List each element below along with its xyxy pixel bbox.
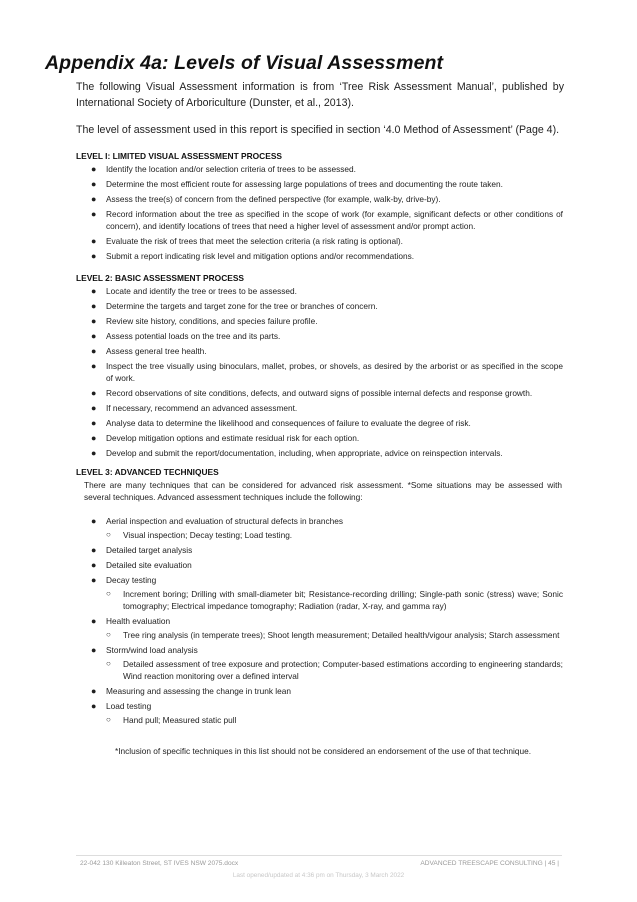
list-item xyxy=(76,685,563,697)
level-3-intro: There are many techniques that can be considered for advanced risk assessment. *Some situations may be assessed with several techniques. Advanced assessment techniques include the following: xyxy=(84,480,562,502)
intro-paragraph-1: The following Visual Assessment information is from ‘Tree Risk Assessment Manual’, published by International Society of Arboriculture (Dunster, et al., 2013). xyxy=(76,81,564,109)
sub-list-item-text: Increment boring; Drilling with small-diameter bit; Resistance-recording drilling; Single-path sonic (stress) wave; Sonic tomography; Electrical impedance tomography; Radiation (radar, X-ray, and gamma ray) xyxy=(123,589,563,611)
bullet-icon: ● xyxy=(91,194,97,204)
list-item xyxy=(76,515,563,541)
sub-list-item xyxy=(106,529,563,541)
circle-bullet-icon: ○ xyxy=(106,530,111,539)
list-item-text: Assess potential loads on the tree and its parts. xyxy=(106,331,281,341)
sub-list-item-text: Tree ring analysis (in temperate trees); Shoot length measurement; Detailed health/vigour analysis; Starch assessment xyxy=(123,630,560,640)
sub-list xyxy=(106,588,563,612)
bullet-icon: ● xyxy=(91,346,97,356)
list-item-text: Measuring and assessing the change in trunk lean xyxy=(106,686,291,696)
list-item-text: Record information about the tree as specified in the scope of work (for example, significant defects or other conditions of concern), and identify locations of trees that need a higher level of assessment and/or prompt action. xyxy=(106,209,563,231)
list-item xyxy=(76,315,563,327)
bullet-icon: ● xyxy=(91,236,97,246)
list-item xyxy=(76,700,563,726)
list-item-text: Record observations of site conditions, defects, and outward signs of possible internal defects and response growth. xyxy=(106,388,533,398)
bullet-icon: ● xyxy=(91,516,97,526)
circle-bullet-icon: ○ xyxy=(106,589,111,598)
footer-filename: 22-042 130 Killeaton Street, ST IVES NSW 2075.docx xyxy=(80,860,239,867)
sub-list xyxy=(106,629,563,641)
bullet-icon: ● xyxy=(91,301,97,311)
bullet-icon: ● xyxy=(91,179,97,189)
level-1-heading: LEVEL I: LIMITED VISUAL ASSESSMENT PROCESS xyxy=(76,151,282,161)
list-item-text: Analyse data to determine the likelihood and consequences of failure to evaluate the degree of risk. xyxy=(106,418,471,428)
bullet-icon: ● xyxy=(91,575,97,585)
bullet-icon: ● xyxy=(91,418,97,428)
bullet-icon: ● xyxy=(91,361,97,371)
sub-list xyxy=(106,529,563,541)
bullet-icon: ● xyxy=(91,209,97,219)
list-item xyxy=(76,345,563,357)
list-item-text: Develop mitigation options and estimate residual risk for each option. xyxy=(106,433,360,443)
list-item-text: Submit a report indicating risk level and mitigation options and/or recommendations. xyxy=(106,251,415,261)
list-item xyxy=(76,447,563,459)
footer-last-updated: Last opened/updated at 4:36 pm on Thursday, 3 March 2022 xyxy=(232,872,405,879)
list-item-text: Aerial inspection and evaluation of structural defects in branches xyxy=(106,516,344,526)
page-title: Appendix 4a: Levels of Visual Assessment xyxy=(45,52,444,74)
list-item-text: Storm/wind load analysis xyxy=(106,645,198,655)
list-item xyxy=(76,402,563,414)
list-item xyxy=(76,330,563,342)
footer-divider xyxy=(76,855,562,856)
list-item xyxy=(76,178,563,190)
list-item xyxy=(76,387,563,399)
level-3-heading: LEVEL 3: ADVANCED TECHNIQUES xyxy=(76,467,219,477)
circle-bullet-icon: ○ xyxy=(106,630,111,639)
list-item xyxy=(76,193,563,205)
bullet-icon: ● xyxy=(91,251,97,261)
list-item-text: Review site history, conditions, and species failure profile. xyxy=(106,316,318,326)
list-item-text: Load testing xyxy=(106,701,152,711)
list-item xyxy=(76,644,563,682)
list-item xyxy=(76,574,563,612)
endorsement-note: *Inclusion of specific techniques in this list should not be considered an endorsement of the use of that technique. xyxy=(115,746,532,756)
list-item-text: Identify the location and/or selection criteria of trees to be assessed. xyxy=(106,164,356,174)
list-item xyxy=(76,360,563,384)
list-item xyxy=(76,544,563,556)
sub-list-item xyxy=(106,658,563,682)
intro-paragraph-2: The level of assessment used in this report is specified in section ‘4.0 Method of Assessment’ (Page 4). xyxy=(76,124,560,136)
bullet-icon: ● xyxy=(91,433,97,443)
list-item-text: Inspect the tree visually using binoculars, mallet, probes, or shovels, as desired by the arborist or as specified in the scope of work. xyxy=(106,361,563,383)
bullet-icon: ● xyxy=(91,645,97,655)
list-item-text: Evaluate the risk of trees that meet the selection criteria (a risk rating is optional). xyxy=(106,236,403,246)
list-item xyxy=(76,300,563,312)
list-item-text: Assess general tree health. xyxy=(106,346,207,356)
list-item-text: Assess the tree(s) of concern from the defined perspective (for example, walk-by, drive-by). xyxy=(106,194,441,204)
sub-list-item-text: Detailed assessment of tree exposure and protection; Computer-based estimations according to engineering standards; Wind reaction monitoring over a defined interval xyxy=(123,659,563,681)
bullet-icon: ● xyxy=(91,316,97,326)
sub-list-item-text: Hand pull; Measured static pull xyxy=(123,715,237,725)
list-item-text: Decay testing xyxy=(106,575,157,585)
list-item xyxy=(76,208,563,232)
level-1-list xyxy=(76,163,563,265)
bullet-icon: ● xyxy=(91,686,97,696)
list-item-text: Detailed target analysis xyxy=(106,545,193,555)
list-item xyxy=(76,285,563,297)
bullet-icon: ● xyxy=(91,403,97,413)
list-item xyxy=(76,250,563,262)
bullet-icon: ● xyxy=(91,286,97,296)
list-item-text: Locate and identify the tree or trees to be assessed. xyxy=(106,286,297,296)
bullet-icon: ● xyxy=(91,545,97,555)
list-item-text: Develop and submit the report/documentation, including, when appropriate, advice on reinspection intervals. xyxy=(106,448,503,458)
list-item-text: Detailed site evaluation xyxy=(106,560,192,570)
footer-company-page: ADVANCED TREESCAPE CONSULTING | 45 | xyxy=(420,860,559,867)
sub-list-item xyxy=(106,629,563,641)
sub-list xyxy=(106,714,563,726)
list-item xyxy=(76,163,563,175)
bullet-icon: ● xyxy=(91,164,97,174)
list-item-text: Determine the targets and target zone for the tree or branches of concern. xyxy=(106,301,378,311)
list-item xyxy=(76,559,563,571)
bullet-icon: ● xyxy=(91,388,97,398)
list-item xyxy=(76,235,563,247)
bullet-icon: ● xyxy=(91,616,97,626)
list-item xyxy=(76,432,563,444)
list-item-text: Determine the most efficient route for assessing large populations of trees and documenting the route taken. xyxy=(106,179,503,189)
bullet-icon: ● xyxy=(91,701,97,711)
list-item xyxy=(76,615,563,641)
sub-list-item xyxy=(106,588,563,612)
bullet-icon: ● xyxy=(91,331,97,341)
list-item-text: If necessary, recommend an advanced assessment. xyxy=(106,403,298,413)
list-item-text: Health evaluation xyxy=(106,616,171,626)
bullet-icon: ● xyxy=(91,448,97,458)
level-3-list xyxy=(76,515,563,729)
sub-list-item xyxy=(106,714,563,726)
bullet-icon: ● xyxy=(91,560,97,570)
sub-list xyxy=(106,658,563,682)
level-2-heading: LEVEL 2: BASIC ASSESSMENT PROCESS xyxy=(76,273,244,283)
circle-bullet-icon: ○ xyxy=(106,715,111,724)
list-item xyxy=(76,417,563,429)
level-2-list xyxy=(76,285,563,462)
circle-bullet-icon: ○ xyxy=(106,659,111,668)
sub-list-item-text: Visual inspection; Decay testing; Load testing. xyxy=(123,530,293,540)
